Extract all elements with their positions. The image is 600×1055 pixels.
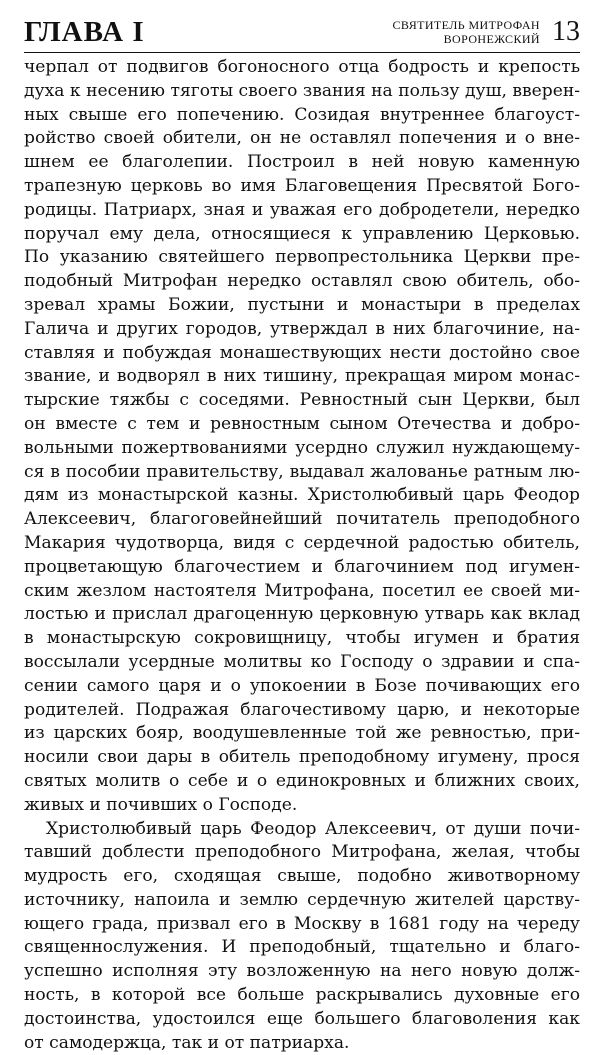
text-line: лостью и прислал драгоценную церковную утварь как вклад [24, 603, 580, 627]
text-line: трапезную церковь во имя Благовещения Пресвятой Бого- [24, 175, 580, 199]
text-line: Алексеевич, благоговейнейший почитатель преподобного [24, 508, 580, 532]
text-line: носили свои дары в обитель преподобному игумену, прося [24, 746, 580, 770]
paragraph-2 [24, 818, 580, 1055]
text-line: мудрость его, сходящая свыше, подобно животворному [24, 865, 580, 889]
text-line: священнослужения. И преподобный, тщательно и благо- [24, 936, 580, 960]
running-title-line-1: СВЯТИТЕЛЬ МИТРОФАН [393, 18, 541, 32]
text-line: источнику, напоила и землю сердечную жителей царству- [24, 889, 580, 913]
text-line: ставляя и побуждая монашествующих нести достойно свое [24, 342, 580, 366]
header-rule [24, 52, 580, 53]
text-line: ся в пособии правительству, выдавал жалованье ратным лю- [24, 461, 580, 485]
text-line: ность, в которой все больше раскрывались духовные его [24, 984, 580, 1008]
text-line: успешно исполняя эту возложенную на него новую долж- [24, 960, 580, 984]
text-line: живых и почивших о Господе. [24, 794, 580, 818]
text-line: воссылали усердные молитвы ко Господу о здравии и спа- [24, 651, 580, 675]
text-line: шнем ее благолепии. Построил в ней новую каменную [24, 151, 580, 175]
text-line: По указанию святейшего первопрестольника Церкви пре- [24, 246, 580, 270]
text-line: поручал ему дела, относящиеся к управлению Церковью. [24, 223, 580, 247]
text-line: он вместе с тем и ревностным сыном Отечества и добро- [24, 413, 580, 437]
page-header [24, 14, 580, 54]
text-line: из царских бояр, воодушевленные той же ревностью, при- [24, 722, 580, 746]
text-line: ским жезлом настоятеля Митрофана, посетил ее своей ми- [24, 580, 580, 604]
text-line: ющего града, призвал его в Москву в 1681 году на череду [24, 913, 580, 937]
body-text [24, 56, 580, 1055]
text-line: Макария чудотворца, видя с сердечной радостью обитель, [24, 532, 580, 556]
text-line: достоинства, удостоился еще большего благоволения как [24, 1008, 580, 1032]
text-line: подобный Митрофан нередко оставлял свою обитель, обо- [24, 270, 580, 294]
text-line: черпал от подвигов богоносного отца бодрость и крепость [24, 56, 580, 80]
text-line: от самодержца, так и от патриарха. [24, 1032, 580, 1055]
text-line: вольными пожертвованиями усердно служил нуждающему- [24, 437, 580, 461]
text-line: тырские тяжбы с соседями. Ревностный сын Церкви, был [24, 389, 580, 413]
text-line: процветающую благочестием и благочинием под игумен- [24, 556, 580, 580]
text-line: зревал храмы Божии, пустыни и монастыри в пределах [24, 294, 580, 318]
text-line: Христолюбивый царь Феодор Алексеевич, от души почи- [24, 818, 580, 842]
paragraph-1 [24, 56, 580, 818]
text-line: тавший доблести преподобного Митрофана, желая, чтобы [24, 841, 580, 865]
text-line: сении самого царя и о упокоении в Бозе почивающих его [24, 675, 580, 699]
running-title-line-2: ВОРОНЕЖСКИЙ [393, 32, 541, 46]
text-line: ных свыше его попечению. Созидая внутреннее благоуст- [24, 104, 580, 128]
text-line: духа к несению тяготы своего звания на пользу душ, вверен- [24, 80, 580, 104]
running-title [393, 18, 541, 46]
text-line: родицы. Патриарх, зная и уважая его добродетели, нередко [24, 199, 580, 223]
text-line: Галича и других городов, утверждал в них благочиние, на- [24, 318, 580, 342]
page-number: 13 [552, 16, 580, 48]
text-line: ройство своей обители, он не оставлял попечения и о вне- [24, 127, 580, 151]
text-line: святых молитв о себе и о единокровных и ближних своих, [24, 770, 580, 794]
text-line: родителей. Подражая благочестивому царю, и некоторые [24, 699, 580, 723]
text-line: звание, и водворял в них тишину, прекращая миром монас- [24, 365, 580, 389]
text-line: в монастырскую сокровищницу, чтобы игумен и братия [24, 627, 580, 651]
chapter-title: ГЛАВА I [24, 16, 145, 48]
text-line: дям из монастырской казны. Христолюбивый царь Феодор [24, 484, 580, 508]
